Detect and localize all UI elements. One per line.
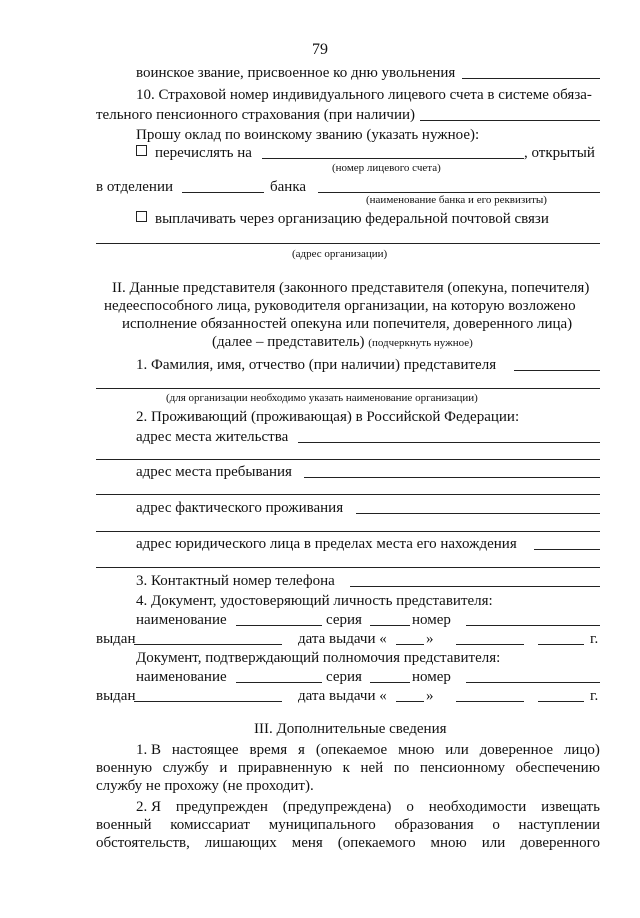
- word: пенсионному: [419, 760, 505, 776]
- sec3-p1-line1: [136, 741, 600, 759]
- actual-address-field-line-a[interactable]: [356, 513, 600, 514]
- transfer-option: [136, 144, 252, 162]
- auth-doc-month-field-line[interactable]: [456, 701, 524, 702]
- word: (предупреждена): [282, 799, 392, 815]
- salary-request: Прошу оклад по воинскому званию (указать нужное):: [136, 127, 480, 143]
- sec3-heading: III. Дополнительные сведения: [254, 721, 447, 737]
- item1-label: 1. Фамилия, имя, отчество (при наличии) представителя: [136, 357, 497, 373]
- item4-label: 4. Документ, удостоверяющий личность представителя:: [136, 593, 493, 609]
- transfer-label: перечислять на: [155, 145, 252, 161]
- word: меня: [291, 835, 323, 851]
- auth-doc-number-field-line[interactable]: [466, 682, 600, 683]
- auth-doc-series-field-line[interactable]: [370, 682, 410, 683]
- actual-address-label: адрес фактического проживания: [136, 500, 344, 516]
- auth-doc-number-label: номер: [412, 669, 451, 685]
- org-name-hint: (для организации необходимо указать наименование организации): [166, 392, 478, 404]
- word: мною: [398, 742, 435, 758]
- word: предупрежден: [175, 799, 268, 815]
- post-label: выплачивать через организацию федеральной почтовой связи: [155, 211, 549, 227]
- auth-doc-quote-close: »: [426, 688, 434, 704]
- auth-doc-day-field-line[interactable]: [396, 701, 424, 702]
- auth-doc-year-label: г.: [590, 688, 599, 704]
- word: по: [393, 760, 410, 776]
- word: я: [298, 742, 305, 758]
- item10-line2: тельного пенсионного страхования (при наличии): [96, 107, 416, 123]
- id-doc-month-field-line[interactable]: [456, 644, 524, 645]
- id-doc-number-field-line[interactable]: [466, 625, 600, 626]
- authority-doc-label: Документ, подтверждающий полномочия представителя:: [136, 650, 501, 666]
- auth-doc-issued-field-line[interactable]: [134, 701, 282, 702]
- underline-note: (подчеркнуть нужное): [368, 337, 473, 349]
- transfer-checkbox[interactable]: [136, 145, 147, 156]
- word: комиссариат: [170, 817, 250, 833]
- id-doc-series-label: серия: [326, 612, 362, 628]
- sec2-heading-line4: [212, 333, 473, 351]
- word: обеспечению: [515, 760, 600, 776]
- stay-address-field-line-a[interactable]: [304, 477, 600, 478]
- residence-address-label: адрес места жительства: [136, 429, 289, 445]
- sec2-heading-line1: II. Данные представителя (законного представителя (опекуна, попечителя): [112, 280, 590, 296]
- bank-hint: (наименование банка и его реквизиты): [366, 194, 547, 206]
- word: приравненную: [237, 760, 333, 776]
- legal-address-field-line-b[interactable]: [96, 567, 600, 568]
- word: необходимости: [428, 799, 527, 815]
- word: обстоятельств,: [96, 835, 190, 851]
- account-number-field-line[interactable]: [262, 158, 524, 159]
- auth-doc-name-label: наименование: [136, 669, 227, 685]
- id-doc-year-field-line[interactable]: [538, 644, 584, 645]
- bank-field-line[interactable]: [318, 192, 600, 193]
- residence-address-field-line-b[interactable]: [96, 459, 600, 460]
- id-doc-series-field-line[interactable]: [370, 625, 410, 626]
- sec3-p2-line2: [96, 816, 600, 834]
- post-checkbox[interactable]: [136, 211, 147, 222]
- word: доверенное: [479, 742, 553, 758]
- item3-label: 3. Контактный номер телефона: [136, 573, 335, 589]
- sec3-p1-line2: [96, 759, 600, 777]
- auth-doc-issued-label: выдан: [96, 688, 136, 704]
- word: военную: [96, 760, 153, 776]
- word: образования: [394, 817, 474, 833]
- org-address-field-line[interactable]: [96, 243, 600, 244]
- word: настоящее: [171, 742, 239, 758]
- representative-term: (далее – представитель): [212, 334, 365, 350]
- id-doc-day-field-line[interactable]: [396, 644, 424, 645]
- word: доверенного: [520, 835, 600, 851]
- word: извещать: [541, 799, 600, 815]
- item2-label: 2. Проживающий (проживающая) в Российской Федерации:: [136, 409, 520, 425]
- auth-doc-year-field-line[interactable]: [538, 701, 584, 702]
- word: к: [342, 760, 350, 776]
- word: и: [219, 760, 228, 776]
- word: службу: [162, 760, 209, 776]
- sec2-heading-line2: недееспособного лица, руководителя организации, на которую возложено: [104, 298, 576, 314]
- sec3-p2-line3: [96, 834, 600, 852]
- legal-address-label: адрес юридического лица в пределах места его нахождения: [136, 536, 517, 552]
- rank-line-label: воинское звание, присвоенное ко дню увольнения: [136, 65, 456, 81]
- legal-address-field-line-a[interactable]: [534, 549, 600, 550]
- word: (опекаемого: [337, 835, 416, 851]
- id-doc-name-label: наименование: [136, 612, 227, 628]
- account-number-hint: (номер лицевого счета): [332, 162, 441, 174]
- actual-address-field-line-b[interactable]: [96, 531, 600, 532]
- word: мною: [430, 835, 467, 851]
- page-number: 79: [312, 41, 328, 58]
- word: ней: [360, 760, 384, 776]
- opened-label: , открытый: [524, 145, 595, 161]
- id-doc-quote-close: »: [426, 631, 434, 647]
- word: время: [249, 742, 288, 758]
- word: военный: [96, 817, 152, 833]
- word: муниципального: [268, 817, 376, 833]
- word: лицо): [563, 742, 600, 758]
- auth-doc-name-field-line[interactable]: [236, 682, 322, 683]
- word: лишающих: [204, 835, 277, 851]
- rep-name-field-line-a[interactable]: [514, 370, 600, 371]
- word: 1. В: [136, 742, 162, 758]
- branch-label: в отделении: [96, 179, 174, 195]
- bank-label: банка: [270, 179, 307, 195]
- word: или: [481, 835, 506, 851]
- word: наступлении: [518, 817, 600, 833]
- post-option: [136, 210, 549, 228]
- id-doc-year-label: г.: [590, 631, 599, 647]
- id-doc-date-label: дата выдачи «: [298, 631, 387, 647]
- word: (опекаемое: [315, 742, 388, 758]
- stay-address-field-line-b[interactable]: [96, 494, 600, 495]
- stay-address-label: адрес места пребывания: [136, 464, 292, 480]
- phone-field-line[interactable]: [350, 586, 600, 587]
- id-doc-number-label: номер: [412, 612, 451, 628]
- residence-address-field-line-a[interactable]: [298, 442, 600, 443]
- word: или: [445, 742, 469, 758]
- word: 2. Я: [136, 799, 162, 815]
- item10-line1: 10. Страховой номер индивидуального лицевого счета в системе обяза-: [136, 87, 592, 103]
- word: о: [406, 799, 414, 815]
- id-doc-issued-label: выдан: [96, 631, 136, 647]
- rep-name-field-line-b[interactable]: [96, 388, 600, 389]
- sec3-p1-line3: службу не прохожу (не проходит).: [96, 778, 314, 794]
- sec2-heading-line3: исполнение обязанностей опекуна или попечителя, доверенного лица): [122, 316, 573, 332]
- id-doc-issued-field-line[interactable]: [134, 644, 282, 645]
- insurance-number-field-line[interactable]: [420, 120, 600, 121]
- word: о: [492, 817, 500, 833]
- org-address-hint: (адрес организации): [292, 248, 388, 260]
- branch-field-line[interactable]: [182, 192, 264, 193]
- auth-doc-date-label: дата выдачи «: [298, 688, 387, 704]
- auth-doc-series-label: серия: [326, 669, 362, 685]
- rank-field-line[interactable]: [462, 78, 600, 79]
- sec3-p2-line1: [136, 798, 600, 816]
- id-doc-name-field-line[interactable]: [236, 625, 322, 626]
